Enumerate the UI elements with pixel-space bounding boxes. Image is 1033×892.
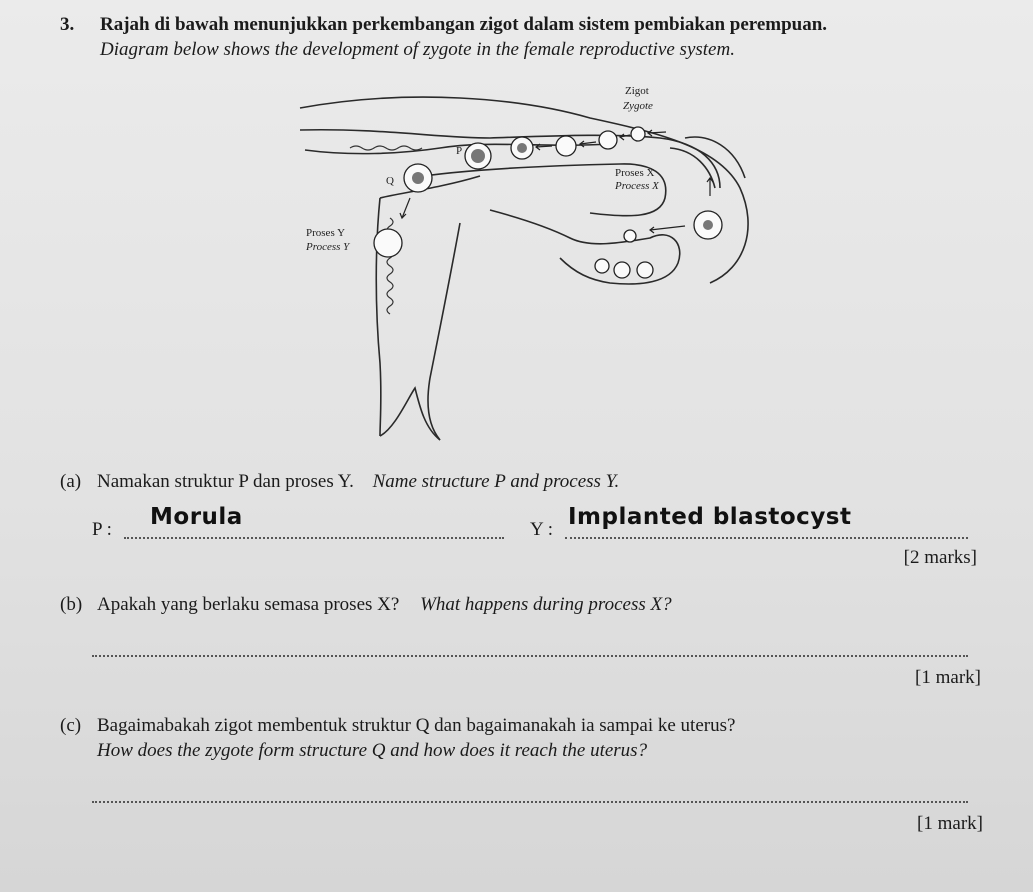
- part-b-answer-line[interactable]: [92, 655, 968, 657]
- part-a-label: (a): [60, 471, 82, 492]
- y-answer: Implanted blastocyst: [568, 504, 852, 530]
- part-b-label: (b): [60, 594, 83, 615]
- y-prefix: Y :: [530, 519, 554, 540]
- question-number: 3.: [60, 14, 75, 35]
- question-stem-malay: Rajah di bawah menunjukkan perkembangan zigot dalam sistem pembiakan perempuan.: [100, 14, 828, 35]
- part-c-answer-line[interactable]: [92, 801, 968, 803]
- y-answer-line[interactable]: [565, 537, 968, 539]
- label-zigot: Zigot: [625, 85, 649, 97]
- part-b-text-malay: Apakah yang berlaku semasa proses X?: [97, 594, 400, 615]
- fimbriae-1: [685, 137, 745, 178]
- part-b-question: [97, 594, 672, 616]
- cervix-shape: [380, 388, 440, 440]
- label-zygote: Zygote: [623, 100, 653, 112]
- implanting-blastocyst: [374, 229, 402, 257]
- fimbriae-2: [670, 148, 715, 188]
- label-proses-y: Proses Y: [306, 227, 346, 239]
- part-b-text-english: What happens during process X?: [420, 594, 672, 615]
- reproductive-system-diagram: [290, 78, 760, 450]
- part-c-text-malay: Bagaimabakah zigot membentuk struktur Q dan bagaimanakah ia sampai ke uterus?: [97, 715, 736, 736]
- part-a-text-malay: Namakan struktur P dan proses Y.: [97, 471, 354, 492]
- question-stem-english: Diagram below shows the development of zygote in the female reproductive system.: [100, 39, 735, 60]
- oviduct-outer-wall: [300, 97, 748, 283]
- p-answer: Morula: [150, 504, 243, 530]
- uterus-wall-right: [428, 223, 460, 440]
- label-q: Q: [386, 175, 394, 187]
- label-p: P: [456, 145, 463, 157]
- p-prefix: P :: [92, 519, 112, 540]
- part-a-question: [97, 471, 619, 493]
- label-proses-x: Proses X: [615, 167, 655, 179]
- part-c-marks: [1 mark]: [917, 813, 983, 834]
- part-c-text-english: How does the zygote form structure Q and how does it reach the uterus?: [97, 740, 648, 761]
- part-b-marks: [1 mark]: [915, 667, 981, 688]
- part-a-marks: [2 marks]: [903, 547, 977, 568]
- part-c-label: (c): [60, 715, 82, 736]
- part-a-text-english: Name structure P and process Y.: [372, 471, 620, 492]
- label-process-y: Process Y: [306, 241, 350, 253]
- label-process-x: Process X: [615, 180, 659, 192]
- p-answer-line[interactable]: [124, 537, 504, 539]
